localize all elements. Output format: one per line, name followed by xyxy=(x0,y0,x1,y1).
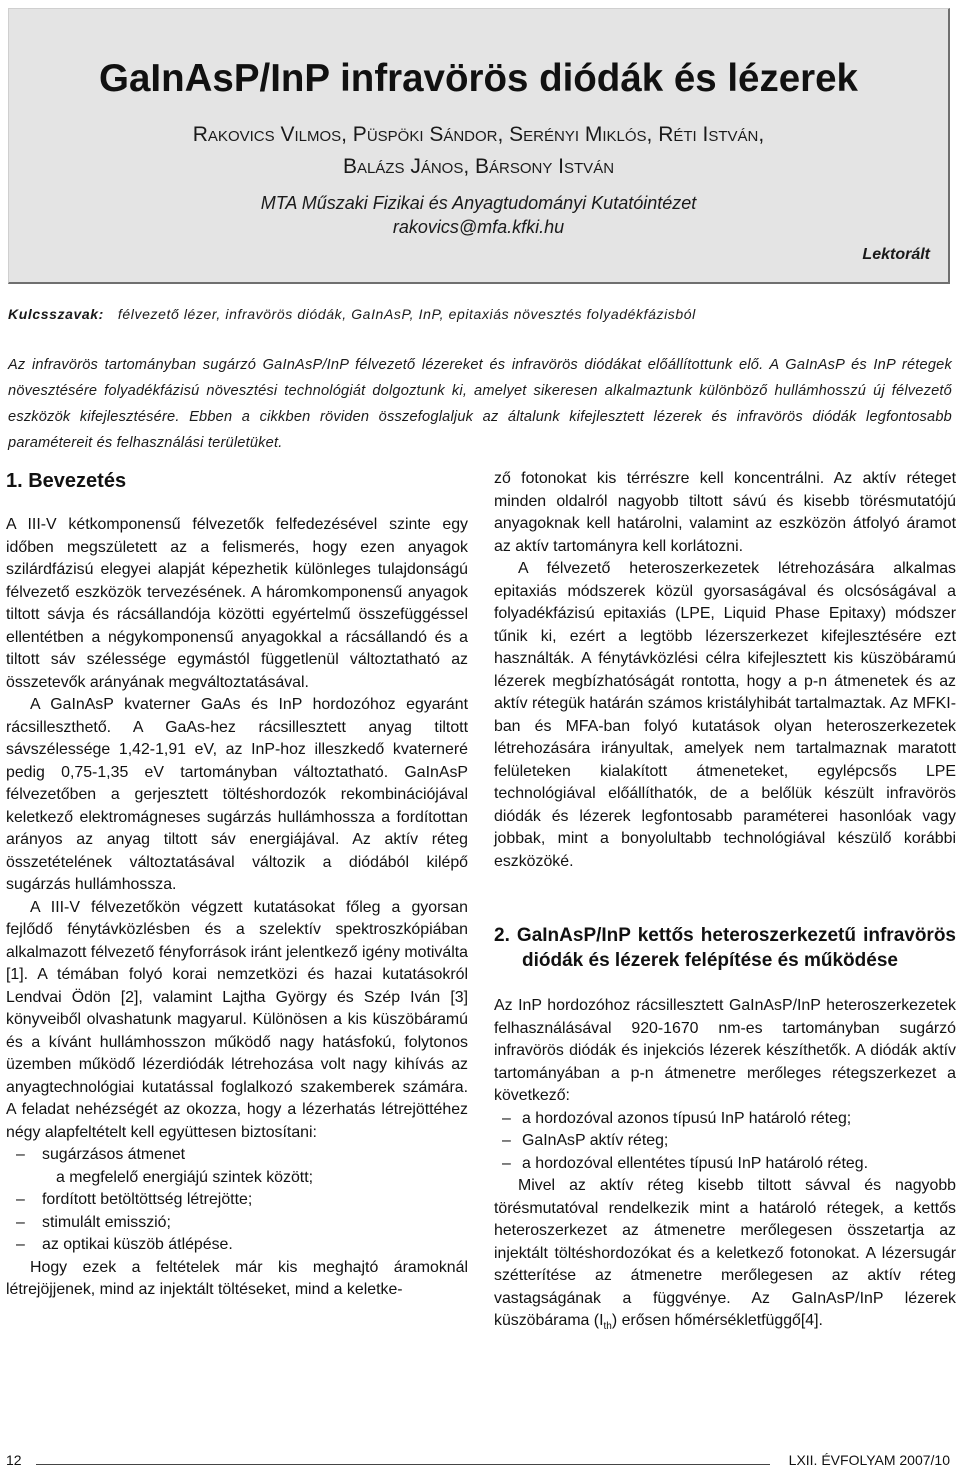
list-item: – sugárzásos átmenet xyxy=(6,1144,468,1167)
page-number: 12 xyxy=(6,1452,22,1468)
paragraph: ző fotonokat kis térrészre kell koncentrálni. Az aktív réteget minden oldalról nagyobb tiltott sávú és kisebb törésmutatójú anyagoknak kell határolni, valamint az eszközön átfolyó áramot az aktív tartományra kell korlátozni. xyxy=(494,470,956,555)
paragraph: Hogy ezek a feltételek már kis meghajtó áramoknál létrejöjjenek, mind az injektált töltéseket, mind a keletke- xyxy=(6,1258,468,1298)
section-heading-1: 1. Bevezetés xyxy=(6,470,127,492)
paragraph: A félvezető heteroszerkezetek létrehozására alkalmas epitaxiás módszerek közül gyorsaságával és olcsóságával a folyadékfázisú epitaxiás (LPE, Liquid Phase Epitaxy) módszer tűnik ki, ezért a legtöbb lézerszerkezet kifejlesztésére ezt használták. A fénytávközlési célra kifejlesztett kis küszöbáramú lézerek megbízhatóságát rontotta, hogy a p-n átmenetek és az aktív rétegük határán számos kristályhibát tartalmaztak. Az MFKI-ban és MFA-ban folyó kutatások olyan heteroszerkezetek létrehozására irányultak, amelyek nem tartalmaznak maratott felületeken kialakított átmeneteket, egylépcsős LPE technológiával előállíthatók, de a belőlük készült infravörös diódák és lézerek legfontosabb paraméterei hasonlóak vagy jobbak, mint a bonyolultabb technológiával készülő korábbi eszközöké. xyxy=(494,560,956,870)
reviewed-label: Lektorált xyxy=(862,246,930,263)
paragraph: Az InP hordozóhoz rácsillesztett GaInAsP/InP heteroszerkezetek felhasználásával 920-1670 nm-es tartományban sugárzó infravörös diódák és injekciós lézerek készíthetők. A diódák aktív tartományában a p-n átmenetre merőleges rétegszerkezet a következő: xyxy=(494,997,956,1104)
list-item: – fordított betöltöttség létrejötte; xyxy=(6,1189,468,1212)
list-item: – az optikai küszöb átlépése. xyxy=(6,1234,468,1257)
abstract: Az infravörös tartományban sugárzó GaInAsP/InP félvezető lézereket és infravörös diódákat előállítottunk elő. A GaInAsP és InP rétegek növesztésére folyadékfázisú növesztési technológiát dolgoztunk ki, amelyet sikeresen alkalmaztunk különböző hullámhosszú új félvezető eszközök kifejlesztésére. Ebben a cikkben röviden összefoglaljuk az általunk kifejlesztett lézerek és infravörös diódák legfontosabb paramétereit és felhasználási területüket. xyxy=(8,357,952,451)
keywords-line xyxy=(8,306,948,322)
paragraph-text: Mivel az aktív réteg kisebb tiltott sávval és nagyobb törésmutatóval rendelkezik mint a határoló rétegek, a kettős heteroszerkezet az átmenetre merőlegesen összetartja az injektált töltéshordozókat és a keletkező fotonokat. A lézersugár szétterítése az átmenetre merőlegesen az aktív réteg vastagságának a függvénye. Az GaInAsP/InP lézerek küszöbárama (I xyxy=(494,1177,956,1329)
title-banner xyxy=(8,8,950,284)
layer-list xyxy=(494,1108,956,1176)
subscript-th: th xyxy=(603,1321,612,1333)
affiliation: MTA Műszaki Fizikai és Anyagtudományi Kutatóintézet xyxy=(260,193,697,213)
section-heading-2: 2. GaInAsP/InP kettős heteroszerkezetű infravörös diódák és lézerek felépítése és működése xyxy=(494,925,956,971)
list-item: – stimulált emisszió; xyxy=(6,1212,468,1235)
right-column xyxy=(494,468,956,1339)
list-item: – a hordozóval azonos típusú InP határoló réteg; xyxy=(494,1108,956,1131)
paragraph: A III-V félvezetőkön végzett kutatásokat főleg a gyorsan fejlődő fénytávközlésben és a szelektív spektroszkópiában alkalmazott félvezető fényforrások iránt jelentkező igény motiválta [1]. A témában folyó korai nemzetközi és hazai kutatásokról Lendvai Ödön [2], valamint Lajtha György és Szép Iván [3] könyveiből olvashatunk magyarul. Különösen a kis küszöbáramú és a kívánt hullámhosszon működő nagy hatásfokú, folytonos üzemben működő lézerdiódák létrehozása volt nagy kihívás az anyagtechnológiai kutatással foglalkozó szakemberek számára. A feladat nehézségét az okozza, hogy a lézerhatás létrejöttéhez négy alapfeltételt kell együttesen biztosítani: xyxy=(6,898,468,1141)
spacer xyxy=(494,973,956,995)
paragraph-text-end: ) erősen hőmérsékletfüggő[4]. xyxy=(611,1312,823,1329)
page-footer xyxy=(0,1452,960,1472)
keywords-text: félvezető lézer, infravörös diódák, GaInAsP, InP, epitaxiás növesztés folyadékfázisból xyxy=(117,306,696,322)
spacer xyxy=(494,873,956,923)
keywords-label: Kulcsszavak: xyxy=(8,306,104,322)
list-item: – GaInAsP aktív réteg; xyxy=(494,1130,956,1153)
conditions-list xyxy=(6,1144,468,1257)
authors-line-1: Rakovics Vilmos, Püspöki Sándor, Serényi Miklós, Réti István, xyxy=(192,123,765,146)
footer-rule xyxy=(36,1464,770,1465)
volume-label: LXII. ÉVFOLYAM 2007/10 xyxy=(788,1452,950,1468)
paragraph xyxy=(494,1175,956,1339)
paragraph: A GaInAsP kvaterner GaAs és InP hordozóhoz egyaránt rácsilleszthető. A GaAs-hez rácsillesztett anyag tiltott sávszélessége 1,42-1,91 eV, az InP-hoz illeszkedő kvaterneré pedig 0,75-1,35 eV tartományban változtatható. GaInAsP félvezetőben a gerjesztett töltéshordozók rekombinációjával keletkező elektromágneses sugárzás hullámhossza a fordítottan arányos az anyag tiltott sáv energiájával. Az aktív réteg összetételének változtatásával változik a diódából kilépő sugárzás hullámhossza. xyxy=(6,696,468,893)
author-email: rakovics@mfa.kfki.hu xyxy=(392,217,565,237)
authors-line-2: Balázs János, Bársony István xyxy=(342,155,615,178)
list-item: – a hordozóval ellentétes típusú InP határoló réteg. xyxy=(494,1153,956,1176)
list-item: a megfelelő energiájú szintek között; xyxy=(56,1168,314,1186)
left-column xyxy=(6,468,468,1302)
paragraph: A III-V kétkomponensű félvezetők felfedezésével szinte egy időben megszületett az a felismerés, hogy ezen anyagok szilárdfázisú elegyei alapját képezhetik különleges tulajdonságú félvezető eszközök tervezésének. A háromkomponensű anyagok tiltott sávja és rácsállandója közötti egyértelmű összefüggéssel ellentétben a négykomponensű anyagokkal a rácsállandó és a tiltott sáv szélessége egymástól függetlenül változtatható az összetevők arányának megváltoztatásával. xyxy=(6,516,468,691)
article-title: GaInAsP/InP infravörös diódák és lézerek xyxy=(99,57,858,100)
